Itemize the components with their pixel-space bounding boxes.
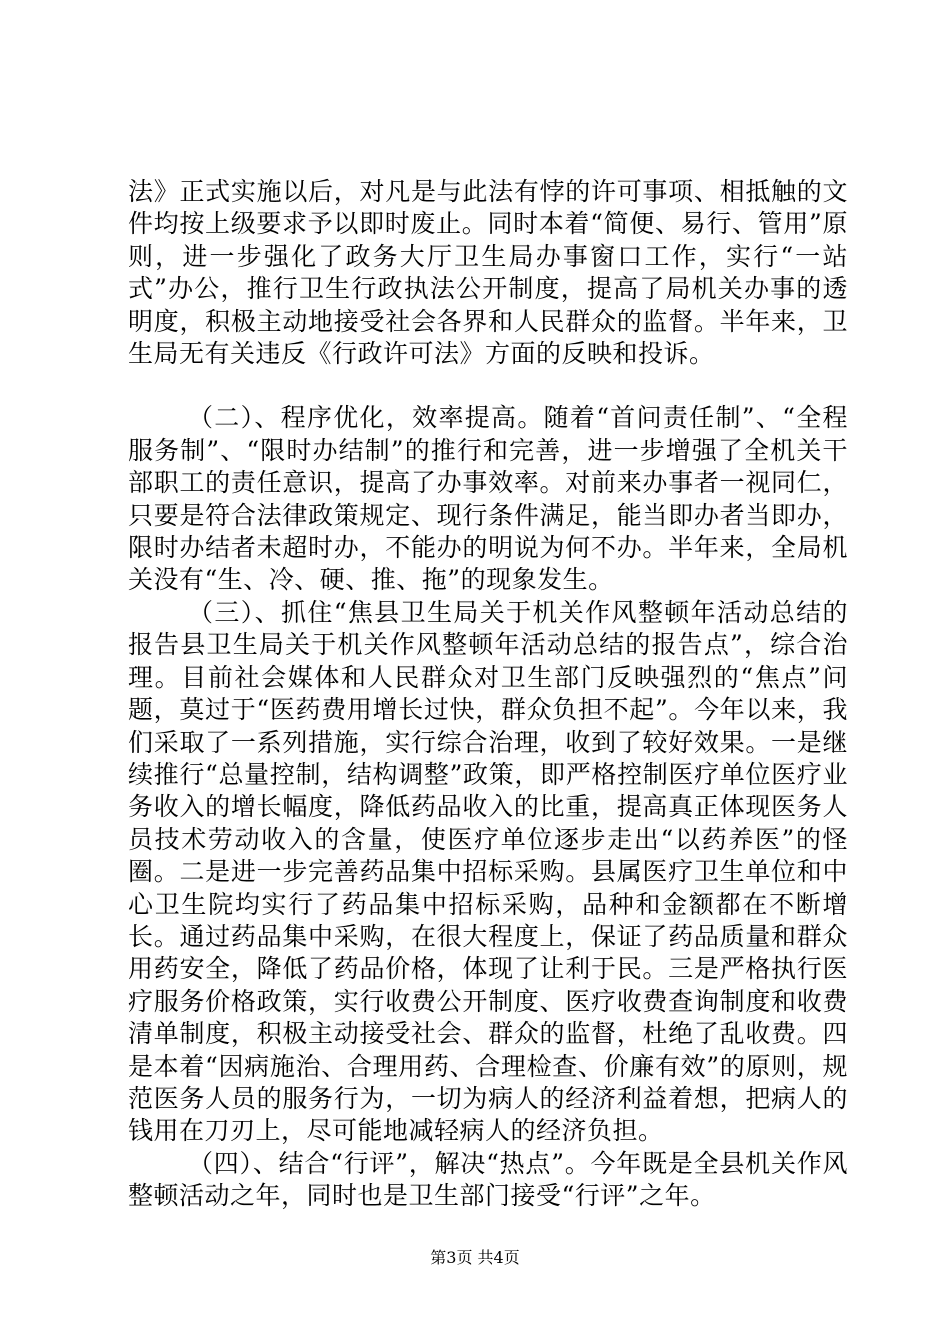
paragraph-continuation: 法》正式实施以后，对凡是与此法有悖的许可事项、相抵触的文件均按上级要求予以即时废止。同时本着“简便、易行、管用”原则，进一步强化了政务大厅卫生局办事窗口工作，实行“一站式”办公，推行卫生行政执法公开制度，提高了局机关办事的透明度，积极主动地接受社会各界和人民群众的监督。半年来，卫生局无有关违反《行政许可法》方面的反映和投诉。 <box>128 177 848 369</box>
paragraph-gap <box>128 370 848 402</box>
page-number-footer: 第3页 共4页 <box>430 1248 520 1267</box>
document-body <box>128 176 848 1213</box>
paragraph-section-3: （三）、抓住“焦县卫生局关于机关作风整顿年活动总结的报告县卫生局关于机关作风整顿年活动总结的报告点”，综合治理。目前社会媒体和人民群众对卫生部门反映强烈的“焦点”问题，莫过于“医药费用增长过快，群众负担不起”。今年以来，我们采取了一系列措施，实行综合治理，收到了较好效果。一是继续推行“总量控制，结构调整”政策，即严格控制医疗单位医疗业务收入的增长幅度，降低药品收入的比重，提高真正体现医务人员技术劳动收入的含量，使医疗单位逐步走出“以药养医”的怪圈。二是进一步完善药品集中招标采购。县属医疗卫生单位和中心卫生院均实行了药品集中招标采购，品种和金额都在不断增长。通过药品集中采购，在很大程度上，保证了药品质量和群众用药安全，降低了药品价格，体现了让利于民。三是严格执行医疗服务价格政策，实行收费公开制度、医疗收费查询制度和收费清单制度，积极主动接受社会、群众的监督，杜绝了乱收费。四是本着“因病施治、合理用药、合理检查、价廉有效”的原则，规范医务人员的服务行为，一切为病人的经济利益着想，把病人的钱用在刀刃上，尽可能地减轻病人的经济负担。 <box>128 597 848 1146</box>
paragraph-section-2: （二）、程序优化，效率提高。随着“首问责任制”、“全程服务制”、“限时办结制”的推行和完善，进一步增强了全机关干部职工的责任意识，提高了办事效率。对前来办事者一视同仁，只要是符合法律政策规定、现行条件满足，能当即办者当即办，限时办结者未超时办，不能办的明说为何不办。半年来，全局机关没有“生、冷、硬、推、拖”的现象发生。 <box>128 403 848 595</box>
paragraph-section-4: （四）、结合“行评”，解决“热点”。今年既是全县机关作风整顿活动之年，同时也是卫生部门接受“行评”之年。 <box>128 1148 848 1211</box>
